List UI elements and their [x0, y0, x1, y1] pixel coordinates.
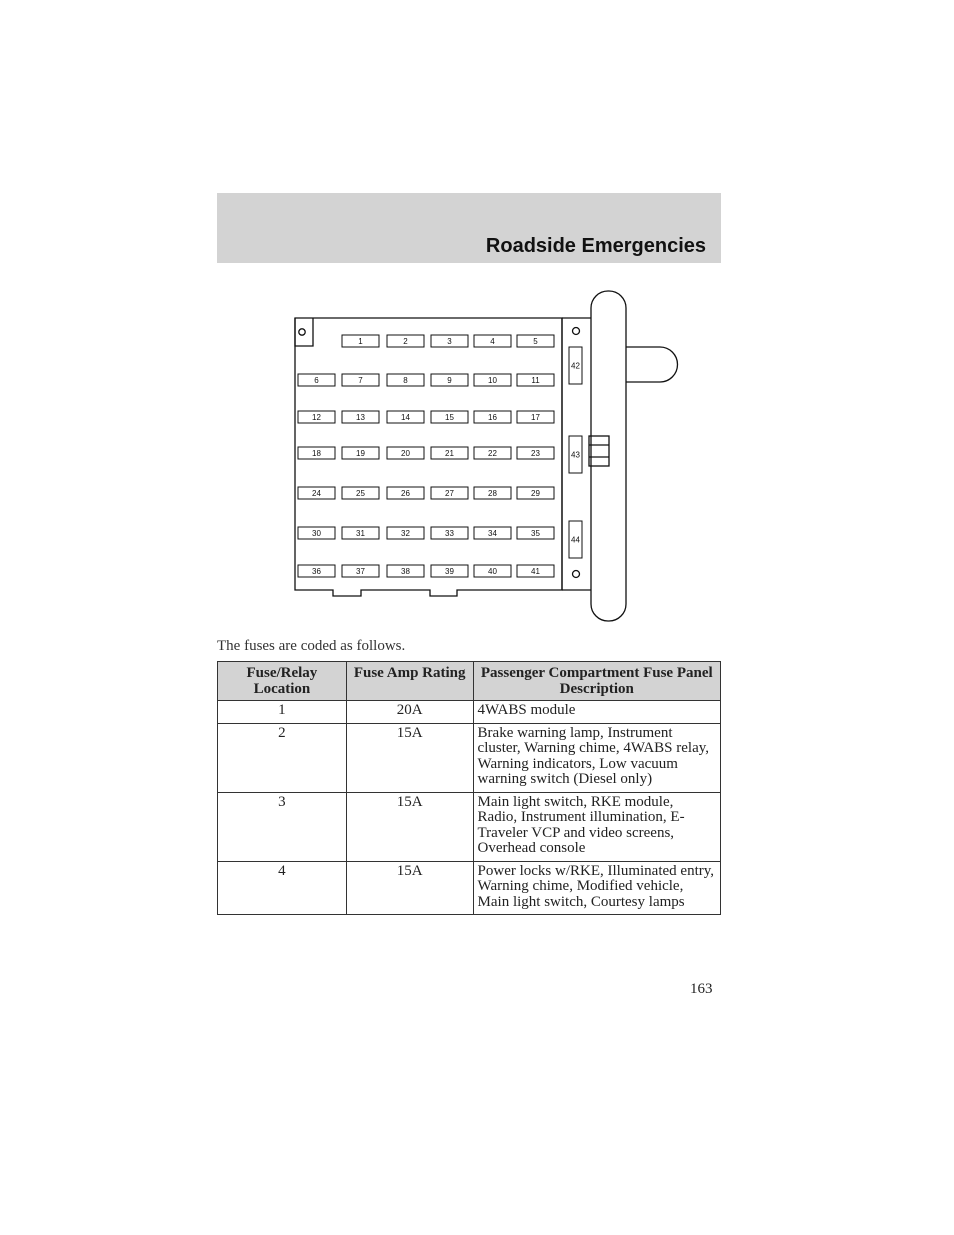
- fuse-label: 36: [312, 567, 321, 576]
- fuse-label: 28: [488, 489, 497, 498]
- fuse-rating: 15A: [346, 792, 473, 861]
- fuse-label: 19: [356, 449, 365, 458]
- fuse-description: 4WABS module: [473, 701, 720, 724]
- fuse-8: [387, 374, 424, 386]
- fuse-7: [342, 374, 379, 386]
- fuse-14: [387, 411, 424, 423]
- fuse-label: 5: [533, 337, 538, 346]
- fuse-24: [298, 487, 335, 499]
- fuse-label: 38: [401, 567, 410, 576]
- fuse-rating: 20A: [346, 701, 473, 724]
- relay-43: [569, 436, 582, 473]
- fuse-31: [342, 527, 379, 539]
- fuse-18: [298, 447, 335, 459]
- table-header-row: [218, 662, 721, 701]
- fuse-label: 15: [445, 413, 454, 422]
- fuse-label: 12: [312, 413, 321, 422]
- fuse-location: 3: [218, 792, 347, 861]
- fuse-39: [431, 565, 468, 577]
- fuse-27: [431, 487, 468, 499]
- fuse-label: 40: [488, 567, 497, 576]
- fuse-label: 20: [401, 449, 410, 458]
- table-row: [218, 861, 721, 915]
- fuse-12: [298, 411, 335, 423]
- fuse-label: 32: [401, 529, 410, 538]
- fuse-table: [217, 661, 721, 915]
- fuse-label: 33: [445, 529, 454, 538]
- fuse-label: 3: [447, 337, 452, 346]
- fuse-6: [298, 374, 335, 386]
- fuse-32: [387, 527, 424, 539]
- fuse-label: 14: [401, 413, 410, 422]
- fuse-label: 8: [403, 376, 408, 385]
- fuse-label: 18: [312, 449, 321, 458]
- fuse-30: [298, 527, 335, 539]
- fuse-description: Brake warning lamp, Instrument cluster, Warning chime, 4WABS relay, Warning indicators, Low vacuum warning switch (Diesel only): [473, 723, 720, 792]
- fuse-label: 10: [488, 376, 497, 385]
- fuse-label: 22: [488, 449, 497, 458]
- section-header-bar: [217, 193, 721, 263]
- fuse-panel-diagram: [285, 288, 680, 625]
- relay-label: 43: [571, 450, 580, 460]
- fuse-2: [387, 335, 424, 347]
- fuse-10: [474, 374, 511, 386]
- fuse-rating: 15A: [346, 723, 473, 792]
- fuse-label: 26: [401, 489, 410, 498]
- fuse-description: Main light switch, RKE module, Radio, Instrument illumination, E-Traveler VCP and video screens, Overhead console: [473, 792, 720, 861]
- fuse-label: 9: [447, 376, 452, 385]
- fuse-4: [474, 335, 511, 347]
- fuse-label: 11: [531, 376, 540, 385]
- fuse-34: [474, 527, 511, 539]
- relay-42: [569, 347, 582, 384]
- fuse-label: 27: [445, 489, 454, 498]
- fuse-label: 21: [445, 449, 454, 458]
- fuse-location: 1: [218, 701, 347, 724]
- fuse-41: [517, 565, 554, 577]
- table-row: [218, 701, 721, 724]
- fuse-label: 24: [312, 489, 321, 498]
- fuse-label: 23: [531, 449, 540, 458]
- fuse-19: [342, 447, 379, 459]
- fuse-16: [474, 411, 511, 423]
- fuse-label: 30: [312, 529, 321, 538]
- fuse-40: [474, 565, 511, 577]
- fuse-description: Power locks w/RKE, Illuminated entry, Warning chime, Modified vehicle, Main light switch, Courtesy lamps: [473, 861, 720, 915]
- fuse-21: [431, 447, 468, 459]
- fuse-label: 34: [488, 529, 497, 538]
- fuse-25: [342, 487, 379, 499]
- fuse-9: [431, 374, 468, 386]
- fuse-38: [387, 565, 424, 577]
- fuse-label: 13: [356, 413, 365, 422]
- column-header-location: Fuse/Relay Location: [218, 662, 347, 701]
- intro-text: The fuses are coded as follows.: [217, 638, 406, 654]
- relay-label: 44: [571, 535, 580, 545]
- fuse-label: 4: [490, 337, 495, 346]
- fuse-17: [517, 411, 554, 423]
- fuse-label: 16: [488, 413, 497, 422]
- fuse-label: 29: [531, 489, 540, 498]
- fuse-13: [342, 411, 379, 423]
- fuse-15: [431, 411, 468, 423]
- table-row: [218, 792, 721, 861]
- relay-44: [569, 521, 582, 558]
- fuse-label: 37: [356, 567, 365, 576]
- fuse-20: [387, 447, 424, 459]
- fuse-26: [387, 487, 424, 499]
- fuse-35: [517, 527, 554, 539]
- fuse-33: [431, 527, 468, 539]
- column-header-rating: Fuse Amp Rating: [346, 662, 473, 701]
- section-title: Roadside Emergencies: [485, 235, 706, 257]
- page-number: 163: [690, 981, 713, 997]
- fuse-label: 2: [403, 337, 408, 346]
- fuse-3: [431, 335, 468, 347]
- fuse-5: [517, 335, 554, 347]
- fuse-36: [298, 565, 335, 577]
- fuse-label: 6: [314, 376, 319, 385]
- fuse-rating: 15A: [346, 861, 473, 915]
- fuse-22: [474, 447, 511, 459]
- relay-label: 42: [571, 361, 580, 371]
- fuse-location: 4: [218, 861, 347, 915]
- fuse-label: 1: [358, 337, 363, 346]
- fuse-1: [342, 335, 379, 347]
- fuse-29: [517, 487, 554, 499]
- fuse-label: 35: [531, 529, 540, 538]
- table-row: [218, 723, 721, 792]
- fuse-label: 39: [445, 567, 454, 576]
- fuse-label: 41: [531, 567, 540, 576]
- fuse-label: 25: [356, 489, 365, 498]
- fuse-label: 17: [531, 413, 540, 422]
- fuse-28: [474, 487, 511, 499]
- fuse-37: [342, 565, 379, 577]
- fuse-23: [517, 447, 554, 459]
- fuse-location: 2: [218, 723, 347, 792]
- fuse-11: [517, 374, 554, 386]
- fuse-label: 7: [358, 376, 363, 385]
- column-header-description: Passenger Compartment Fuse Panel Description: [473, 662, 720, 701]
- fuse-label: 31: [356, 529, 365, 538]
